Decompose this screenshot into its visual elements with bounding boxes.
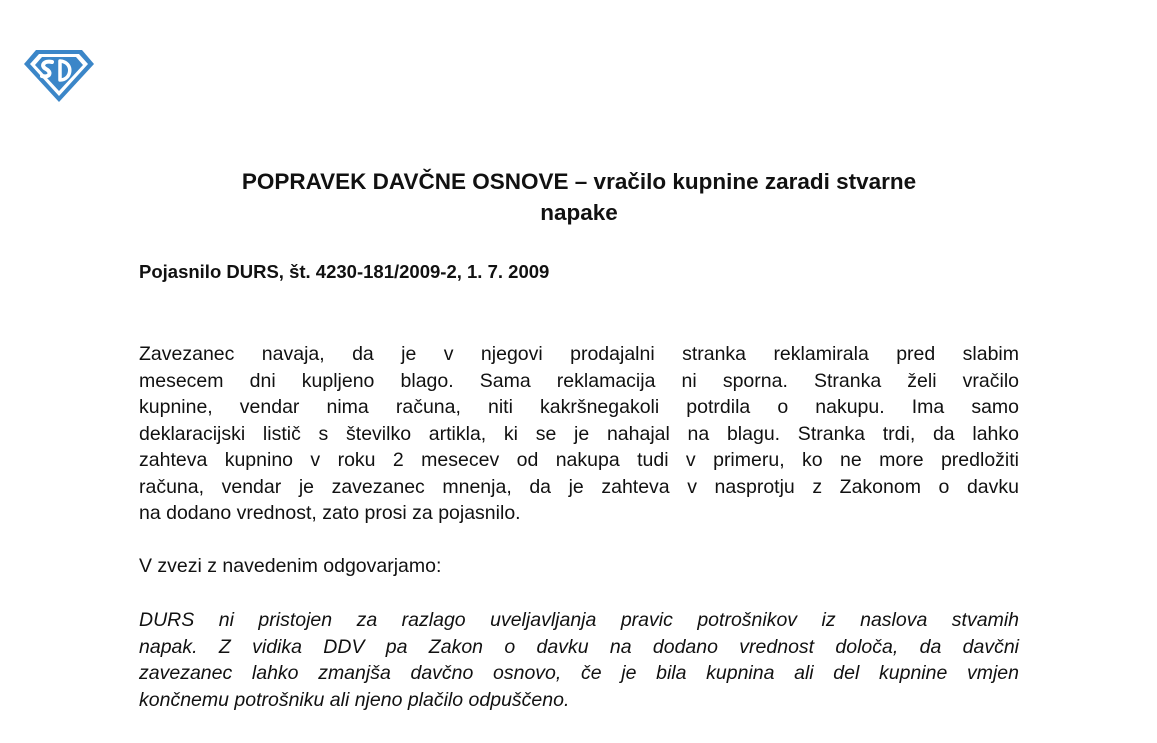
sd-diamond-logo-icon [22, 48, 96, 104]
text-line: zahteva kupnino v roku 2 mesecev od nakupa tudi v primeru, ko ne more predložiti [139, 449, 1019, 471]
text-line: V zvezi z navedenim odgovarjamo: [139, 555, 442, 577]
text-line: kupnine, vendar nima računa, niti kakršnegakoli potrdila o nakupu. Ima samo [139, 396, 1019, 418]
text-line: končnemu potrošniku ali njeno plačilo odpuščeno. [139, 688, 570, 711]
text-line: zavezanec lahko zmanjša davčno osnovo, če je bila kupnina ali del kupnine vmjen [139, 662, 1019, 684]
text-line: mesecem dni kupljeno blago. Sama reklamacija ni sporna. Stranka želi vračilo [139, 369, 1019, 392]
text-line: DURS ni pristojen za razlago uveljavljanja pravic potrošnikov iz naslova stvamih [139, 609, 1019, 631]
text-line: Zavezanec navaja, da je v njegovi prodajalni stranka reklamirala pred slabim [139, 343, 1019, 365]
text-line: deklaracijski listič s številko artikla, ki se je nahajal na blagu. Stranka trdi, da lahko [139, 422, 1019, 445]
document-reference: Pojasnilo DURS, št. 4230-181/2009-2, 1. 7. 2009 [139, 261, 550, 282]
text-line: na dodano vrednost, zato prosi za pojasnilo. [139, 502, 521, 524]
paragraph-inquiry [139, 341, 1019, 527]
text-line: napak. Z vidika DDV pa Zakon o davku na dodano vrednost določa, da davčni [139, 635, 1019, 658]
title-line-2: napake [540, 200, 618, 225]
document-title [150, 166, 1008, 228]
paragraph-answer [139, 607, 1019, 713]
paragraph-response-intro [139, 553, 1019, 580]
text-line: računa, vendar je zavezanec mnenja, da je zahteva v nasprotju z Zakonom o davku [139, 475, 1019, 498]
title-line-1: POPRAVEK DAVČNE OSNOVE – vračilo kupnine zaradi stvarne [241, 169, 917, 194]
